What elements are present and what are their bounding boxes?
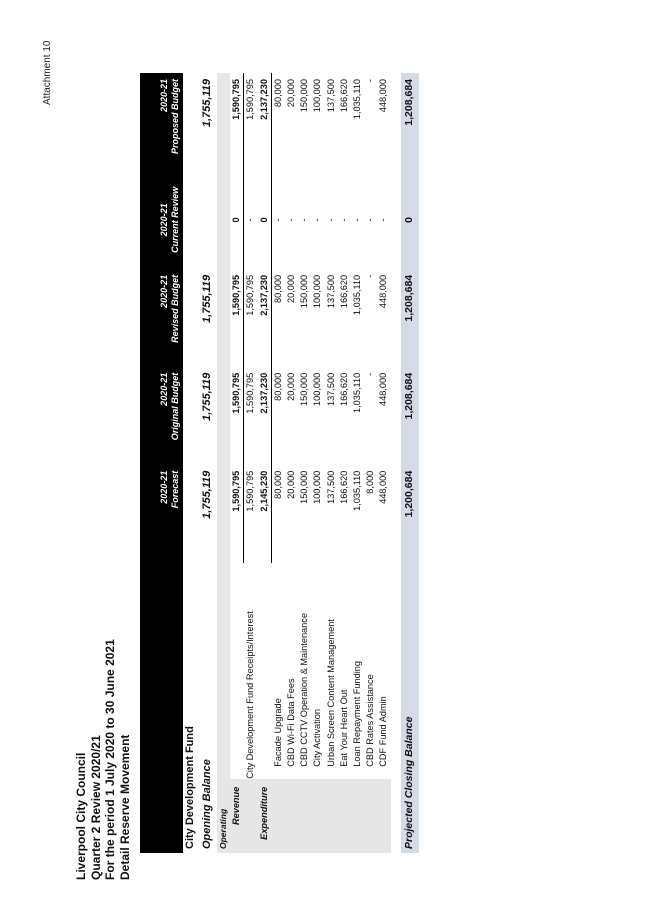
cell-forecast: 100,000 bbox=[312, 470, 323, 504]
table-row bbox=[285, 73, 298, 853]
cell-proposed: 100,000 bbox=[312, 79, 323, 113]
cell-forecast: 1,590,795 bbox=[244, 465, 258, 563]
cell-current-review: - bbox=[312, 218, 323, 222]
table-row bbox=[244, 73, 258, 853]
cell-proposed: - bbox=[365, 79, 376, 83]
opening-balance-row bbox=[199, 73, 217, 853]
table-row bbox=[351, 73, 364, 853]
expenditure-forecast: 2,145,230 bbox=[258, 465, 272, 563]
cell-forecast: 20,000 bbox=[286, 470, 297, 499]
table-row bbox=[325, 73, 338, 853]
cell-current-review: - bbox=[272, 218, 283, 222]
line-item-label: Eat Your Heart Out bbox=[338, 689, 349, 767]
cell-current-review: - bbox=[352, 218, 363, 222]
cell-proposed: 150,000 bbox=[299, 79, 310, 113]
column-header-row bbox=[140, 73, 183, 853]
cell-revised: - bbox=[365, 274, 376, 278]
line-item-label: CBD CCTV Operation & Maintenance bbox=[299, 613, 310, 767]
cell-proposed: 1,590,795 bbox=[244, 73, 258, 171]
opening-proposed: 1,755,119 bbox=[201, 79, 214, 128]
cell-current-review: - bbox=[378, 218, 389, 222]
cell-forecast: 1,035,110 bbox=[352, 470, 363, 511]
cell-original: 20,000 bbox=[286, 372, 297, 401]
col-header-original-budget: 2020-21 Original Budget bbox=[140, 367, 183, 465]
opening-forecast: 1,755,119 bbox=[201, 470, 214, 519]
table-row bbox=[311, 73, 324, 853]
revenue-group-label: Revenue bbox=[230, 779, 244, 853]
closing-original: 1,208,684 bbox=[401, 367, 419, 465]
spacer-row bbox=[391, 73, 401, 853]
cell-current-review: - bbox=[325, 218, 336, 222]
cell-revised: 80,000 bbox=[272, 274, 283, 303]
report-header bbox=[74, 639, 132, 880]
expenditure-current-review: 0 bbox=[258, 171, 272, 269]
cell-current-review: - bbox=[244, 171, 258, 269]
cell-original: - bbox=[365, 372, 376, 376]
revenue-subtotal-row bbox=[230, 73, 244, 853]
revenue-current-review: 0 bbox=[231, 217, 242, 223]
attachment-label: Attachment 10 bbox=[42, 40, 53, 105]
line-item-label: Urban Screen Content Management bbox=[325, 619, 336, 767]
expenditure-subtotal-row bbox=[258, 73, 272, 853]
cell-forecast: 80,000 bbox=[272, 470, 283, 499]
cell-revised: 166,620 bbox=[338, 274, 349, 309]
expenditure-original: 2,137,230 bbox=[258, 367, 272, 465]
revenue-proposed: 1,590,795 bbox=[231, 79, 242, 120]
closing-balance-label: Projected Closing Balance bbox=[401, 563, 419, 853]
cell-revised: 1,590,795 bbox=[244, 269, 258, 367]
cell-proposed: 448,000 bbox=[378, 79, 389, 113]
expenditure-group-label: Expenditure bbox=[258, 779, 272, 853]
cell-forecast: 150,000 bbox=[299, 470, 310, 504]
cell-original: 137,500 bbox=[325, 372, 336, 406]
cell-current-review: - bbox=[365, 218, 376, 222]
cell-current-review: - bbox=[286, 218, 297, 222]
cell-current-review: - bbox=[299, 218, 310, 222]
operating-row bbox=[217, 73, 230, 853]
cell-revised: 100,000 bbox=[312, 274, 323, 309]
line-item-label: CDF Fund Admin bbox=[378, 696, 389, 767]
closing-revised: 1,208,684 bbox=[401, 269, 419, 367]
cell-original: 448,000 bbox=[378, 372, 389, 406]
col-header-revised-budget: 2020-21 Revised Budget bbox=[140, 269, 183, 367]
review-title: Quarter 2 Review 2020/21 bbox=[88, 735, 103, 880]
cell-revised: 150,000 bbox=[299, 274, 310, 309]
closing-forecast: 1,200,684 bbox=[401, 465, 419, 563]
cell-revised: 20,000 bbox=[286, 274, 297, 303]
operating-label: Operating bbox=[217, 73, 230, 853]
cell-forecast: 448,000 bbox=[378, 470, 389, 504]
revenue-original: 1,590,795 bbox=[231, 372, 242, 414]
opening-current-review bbox=[199, 171, 217, 269]
closing-proposed: 1,208,684 bbox=[401, 73, 419, 171]
header-blank bbox=[140, 563, 183, 853]
line-item-label: CBD Wi-Fi Data Fees bbox=[286, 678, 297, 767]
expenditure-revised: 2,137,230 bbox=[258, 269, 272, 367]
table-row bbox=[338, 73, 351, 853]
expenditure-proposed: 2,137,230 bbox=[258, 73, 272, 171]
fund-title-row bbox=[183, 73, 199, 853]
cell-revised: 137,500 bbox=[325, 274, 336, 309]
table-row bbox=[364, 73, 377, 853]
cell-proposed: 166,620 bbox=[338, 79, 349, 113]
col-header-current-review: 2020-21 Current Review bbox=[140, 171, 183, 269]
opening-original: 1,755,119 bbox=[201, 372, 214, 421]
opening-balance-label: Opening Balance bbox=[201, 759, 214, 849]
cell-original: 166,620 bbox=[338, 372, 349, 406]
col-header-proposed-budget: 2020-21 Proposed Budget bbox=[140, 73, 183, 171]
closing-current-review: 0 bbox=[401, 171, 419, 269]
line-item-label: City Activation bbox=[312, 709, 323, 767]
cell-revised: 1,035,110 bbox=[352, 274, 363, 316]
cell-original: 80,000 bbox=[272, 372, 283, 401]
cell-forecast: 166,620 bbox=[338, 470, 349, 504]
line-item-label: City Development Fund Receipts/Interest bbox=[245, 611, 256, 779]
cell-revised: 448,000 bbox=[378, 274, 389, 309]
cell-original: 1,590,795 bbox=[244, 367, 258, 465]
cell-original: 100,000 bbox=[312, 372, 323, 406]
fund-title: City Development Fund bbox=[184, 726, 197, 849]
table-row bbox=[271, 73, 285, 853]
cell-original: 150,000 bbox=[299, 372, 310, 406]
reserve-movement-table bbox=[140, 73, 419, 853]
closing-balance-row bbox=[401, 73, 419, 853]
cell-proposed: 20,000 bbox=[286, 79, 297, 108]
cell-proposed: 1,035,110 bbox=[352, 79, 363, 120]
cell-forecast: 8,000 bbox=[365, 470, 376, 494]
cell-proposed: 80,000 bbox=[272, 79, 283, 108]
revenue-forecast: 1,590,795 bbox=[231, 470, 242, 512]
report-title: Detail Reserve Movement bbox=[117, 734, 132, 880]
table-row bbox=[377, 73, 390, 853]
revenue-revised: 1,590,795 bbox=[231, 274, 242, 316]
col-header-forecast: 2020-21 Forecast bbox=[140, 465, 183, 563]
period-title: For the period 1 July 2020 to 30 June 2021 bbox=[103, 639, 117, 880]
opening-revised: 1,755,119 bbox=[201, 274, 214, 323]
line-item-label: Facade Upgrade bbox=[272, 698, 283, 767]
line-item-label: CBD Rates Assistance bbox=[365, 674, 376, 767]
cell-forecast: 137,500 bbox=[325, 470, 336, 504]
cell-original: 1,035,110 bbox=[352, 372, 363, 413]
table-row bbox=[298, 73, 311, 853]
cell-proposed: 137,500 bbox=[325, 79, 336, 113]
line-item-label: Loan Repayment Funding bbox=[352, 660, 363, 767]
council-name: Liverpool City Council bbox=[74, 752, 88, 880]
cell-current-review: - bbox=[338, 218, 349, 222]
